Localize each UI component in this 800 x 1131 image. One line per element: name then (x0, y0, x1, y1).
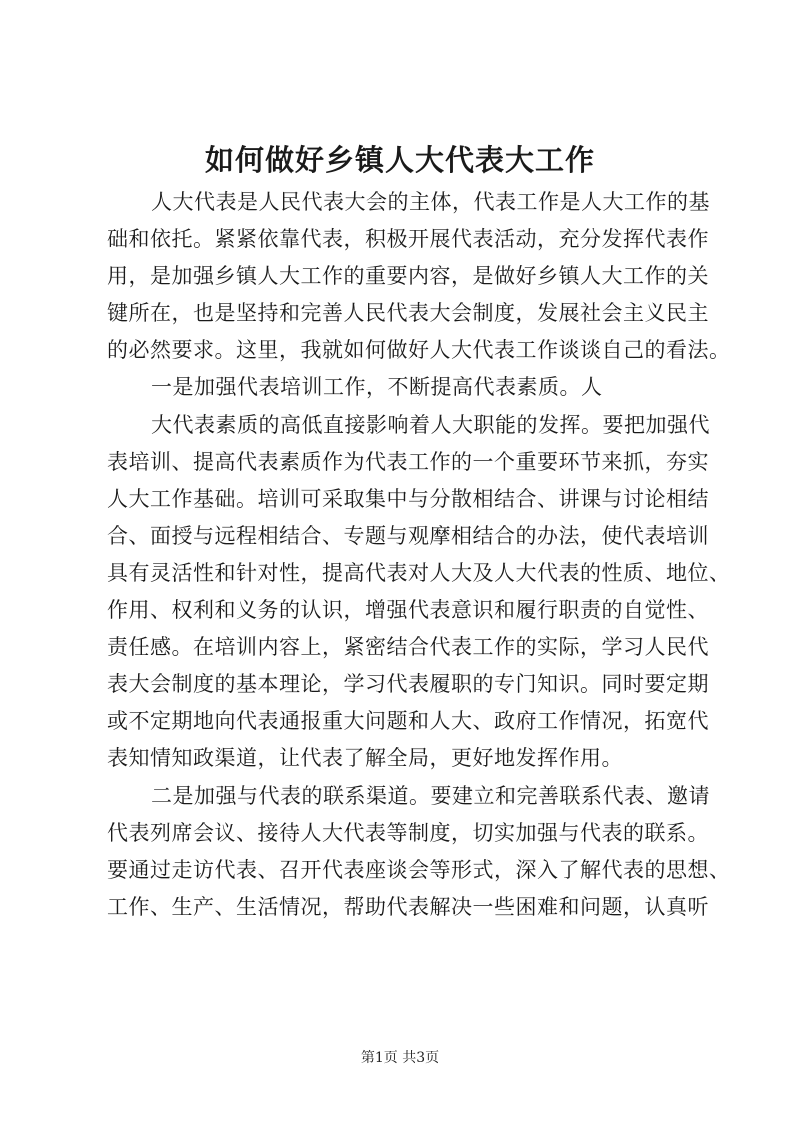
text-line: 人大工作基础。培训可采取集中与分散相结合、讲课与讨论相结 (107, 486, 709, 511)
text-line: 责任感。在培训内容上，紧密结合代表工作的实际，学习人民代 (107, 635, 709, 660)
text-line: 合、面授与远程相结合、专题与观摩相结合的办法，使代表培训 (107, 523, 709, 548)
text-line: 或不定期地向代表通报重大问题和人大、政府工作情况，拓宽代 (107, 709, 709, 734)
text-line: 础和依托。紧紧依靠代表，积极开展代表活动，充分发挥代表作 (107, 227, 709, 252)
text-line: 工作、生产、生活情况，帮助代表解决一些困难和问题，认真听 (107, 894, 709, 919)
text-line: 键所在，也是坚持和完善人民代表大会制度，发展社会主义民主 (107, 301, 709, 326)
text-line: 作用、权利和义务的认识，增强代表意识和履行职责的自觉性、 (107, 598, 709, 623)
document-body (107, 184, 731, 926)
text-line: 人大代表是人民代表大会的主体，代表工作是人大工作的基 (151, 190, 710, 214)
text-line: 用，是加强乡镇人大工作的重要内容，是做好乡镇人大工作的关 (107, 264, 709, 289)
text-line: 代表列席会议、接待人大代表等制度，切实加强与代表的联系。 (107, 820, 709, 845)
text-line: 具有灵活性和针对性，提高代表对人大及人大代表的性质、地位、 (107, 560, 731, 585)
text-line: 大代表素质的高低直接影响着人大职能的发挥。要把加强代 (151, 412, 710, 437)
page-footer: 第1页 共3页 (360, 1050, 440, 1066)
text-line: 二是加强与代表的联系渠道。要建立和完善联系代表、邀请 (151, 783, 710, 808)
text-line: 表知情知政渠道，让代表了解全局，更好地发挥作用。 (107, 746, 623, 771)
text-line: 表培训、提高代表素质作为代表工作的一个重要环节来抓，夯实 (107, 449, 709, 474)
text-line: 一是加强代表培训工作，不断提高代表素质。人 (151, 375, 603, 400)
text-line: 的必然要求。这里，我就如何做好人大代表工作谈谈自己的看法。 (107, 338, 731, 363)
text-line: 要通过走访代表、召开代表座谈会等形式，深入了解代表的思想、 (107, 857, 731, 882)
document-title: 如何做好乡镇人大代表大工作 (204, 143, 595, 177)
text-line: 表大会制度的基本理论，学习代表履职的专门知识。同时要定期 (107, 672, 709, 697)
